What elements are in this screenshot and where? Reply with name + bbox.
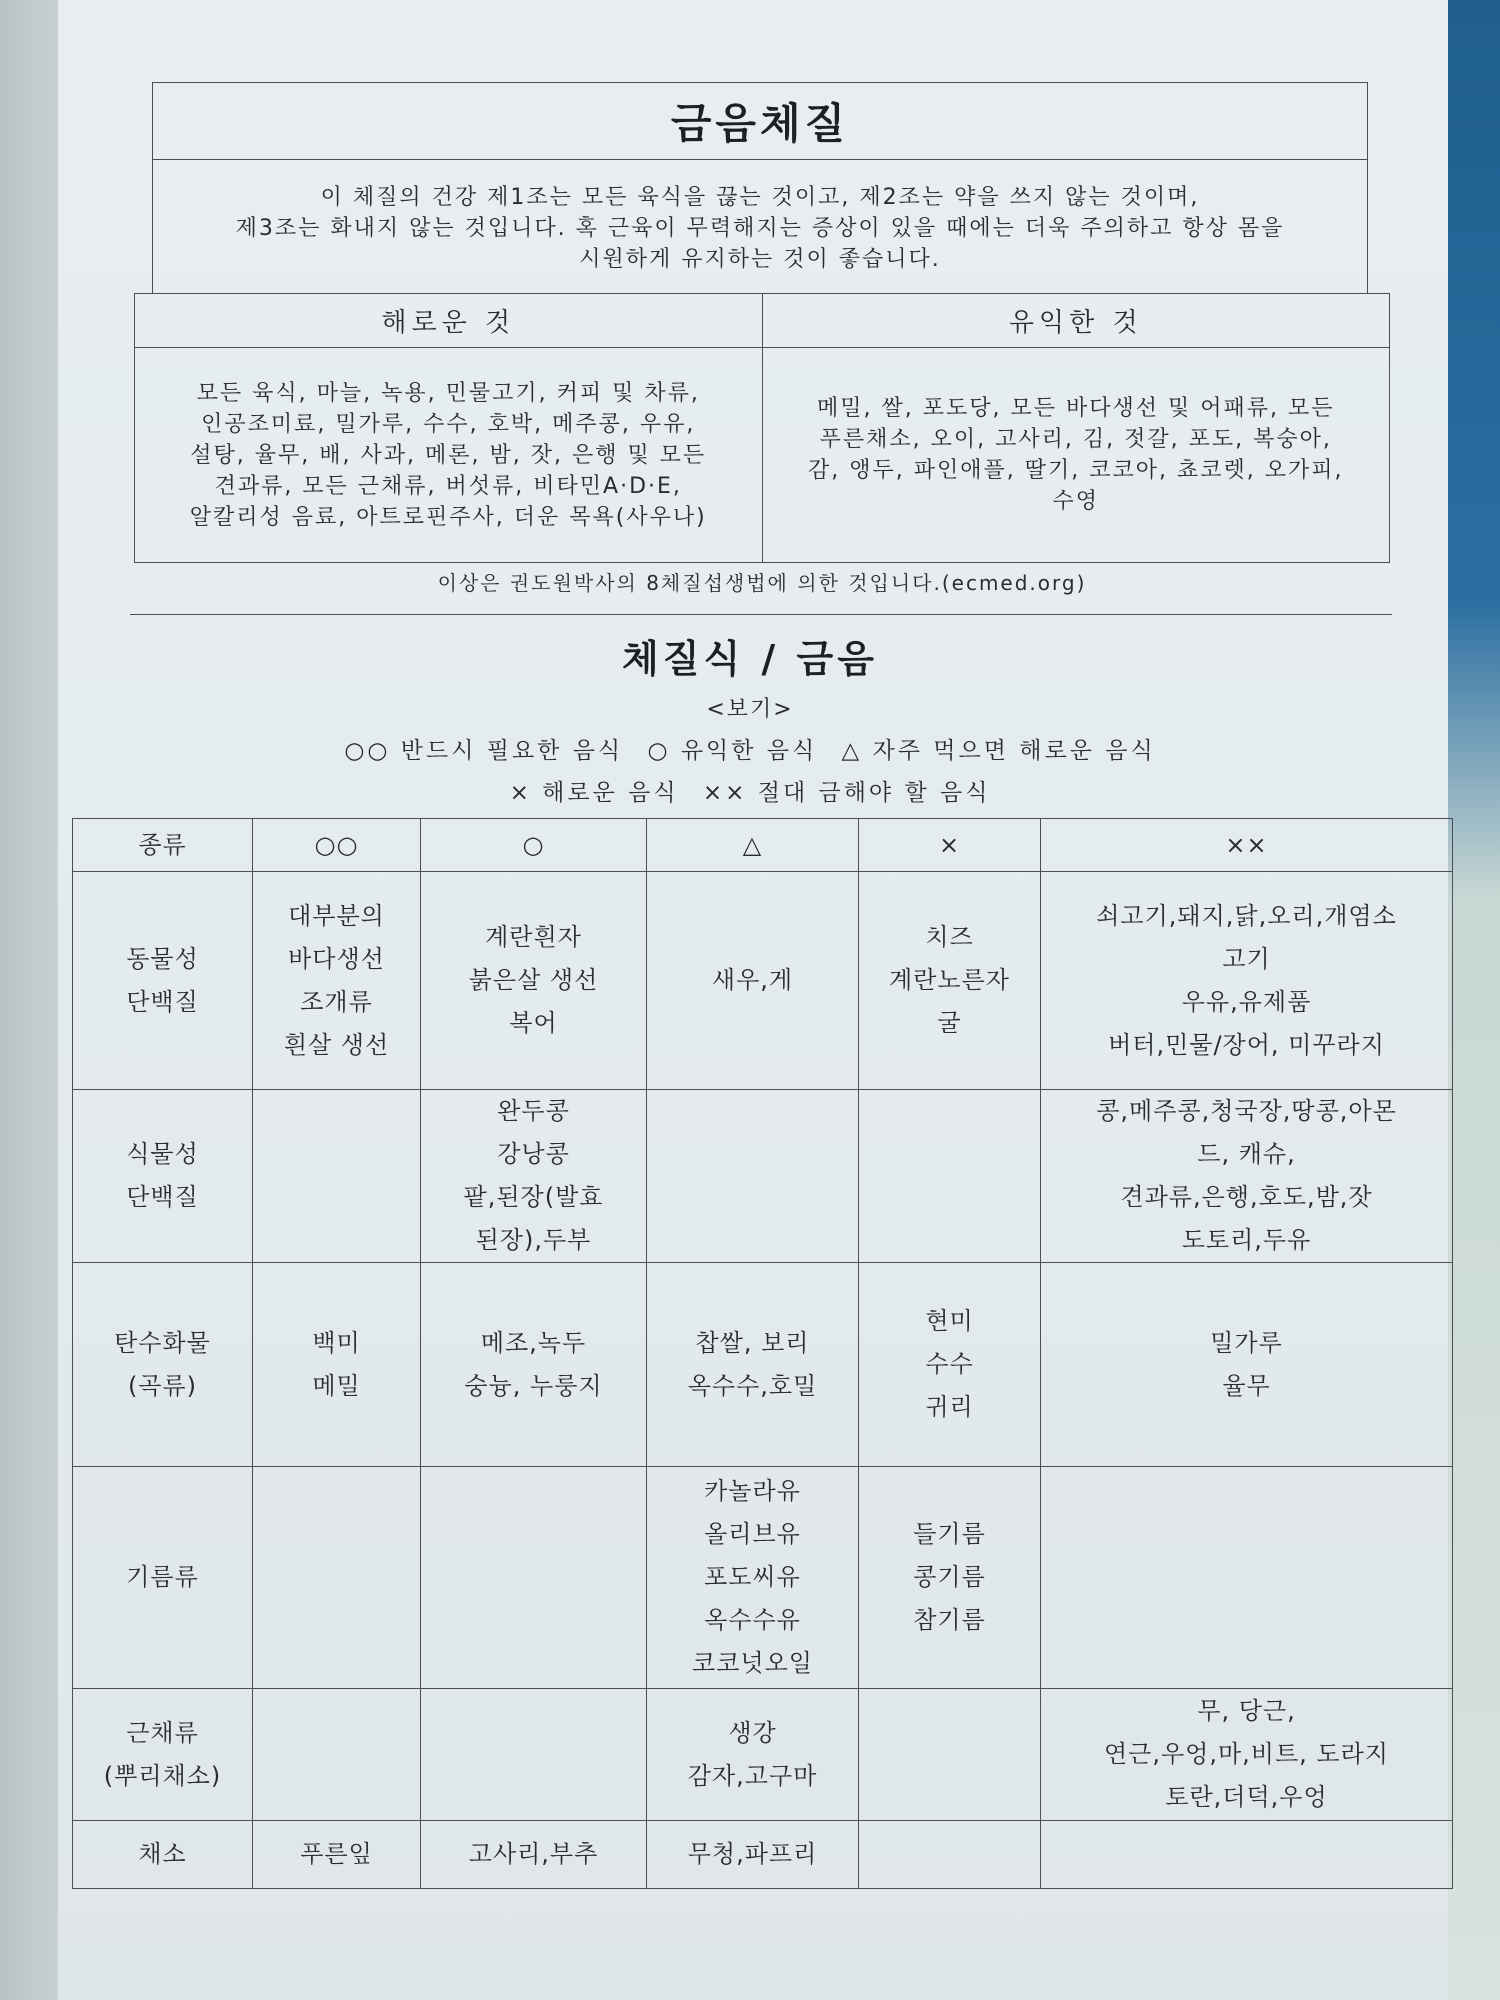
cell-line: 감자,고구마 — [687, 1761, 818, 1790]
category-line: 단백질 — [126, 1183, 199, 1211]
cell-line: 팥,된장(발효 — [463, 1183, 604, 1211]
cell-forbidden — [1041, 1263, 1453, 1467]
row-category — [73, 872, 253, 1090]
cell-line: 계란흰자 — [485, 923, 582, 951]
cell-line: 버터,민물/장어, 미꾸라지 — [1108, 1030, 1385, 1059]
cell-line: 들기름 — [913, 1520, 986, 1548]
diet-table-body — [73, 819, 1453, 1889]
cell-essential — [253, 1821, 421, 1889]
cell-beneficial — [421, 1689, 647, 1821]
cell-line: 견과류,은행,호도,밤,잣 — [1120, 1183, 1373, 1211]
header-category: 종류 — [73, 819, 253, 872]
intro-line: 제3조는 화내지 않는 것입니다. 혹 근육이 무력해지는 증상이 있을 때에는 더욱 주의하고 항상 몸을 — [235, 216, 1285, 241]
intro-line: 이 체질의 건강 제1조는 모든 육식을 끊는 것이고, 제2조는 약을 쓰지 않는 것이며, — [320, 185, 1200, 210]
harmful-beneficial-table — [134, 293, 1390, 563]
header-beneficial: ○ — [421, 819, 647, 872]
cell-line: 연근,우엉,마,비트, 도라지 — [1104, 1740, 1389, 1768]
category-line: (곡류) — [127, 1371, 198, 1400]
cell-forbidden — [1041, 1467, 1453, 1689]
harmful-line: 알칼리성 음료, 아트로핀주사, 더운 목욕(사우나) — [189, 504, 707, 530]
category-line: 동물성 — [126, 944, 199, 973]
cell-line: 조개류 — [300, 987, 373, 1016]
harmful-line: 견과류, 모든 근채류, 버섯류, 비타민A·D·E, — [214, 473, 682, 499]
constitution-title: 금음체질 — [153, 83, 1367, 160]
harmful-line: 인공조미료, 밀가루, 수수, 호박, 메주콩, 우유, — [201, 411, 696, 437]
category-line: 기름류 — [126, 1563, 199, 1591]
legend-title: <보기> — [706, 697, 794, 722]
constitution-intro — [153, 160, 1367, 275]
cell-line: 대부분의 — [288, 901, 385, 930]
cell-line: 도토리,두유 — [1181, 1226, 1312, 1254]
row-category — [73, 1821, 253, 1889]
cell-line: 옥수수유 — [704, 1606, 801, 1634]
category-line: (뿌리채소) — [103, 1761, 222, 1790]
table-row — [73, 1263, 1453, 1467]
cell-beneficial — [421, 1467, 647, 1689]
harmful-column — [135, 294, 762, 562]
cell-line: 포도씨유 — [704, 1563, 801, 1591]
row-category — [73, 1090, 253, 1263]
cell-line: 고기 — [1222, 944, 1271, 973]
beneficial-line: 메밀, 쌀, 포도당, 모든 바다생선 및 어패류, 모든 — [817, 396, 1335, 421]
legend-item: ×× 절대 금해야 할 음식 — [702, 780, 991, 806]
cell-line: 카놀라유 — [704, 1477, 801, 1505]
cell-line: 코코넛오일 — [692, 1649, 813, 1677]
cell-caution — [647, 1689, 859, 1821]
cell-line: 밀가루 — [1210, 1328, 1283, 1357]
cell-line: 백미 — [312, 1328, 361, 1357]
cell-beneficial — [421, 1821, 647, 1889]
cell-essential — [253, 1467, 421, 1689]
row-category — [73, 1467, 253, 1689]
beneficial-line: 푸른채소, 오이, 고사리, 김, 젓갈, 포도, 복숭아, — [819, 427, 1332, 452]
cell-beneficial — [421, 1263, 647, 1467]
cell-line: 율무 — [1222, 1371, 1271, 1400]
cell-line: 바다생선 — [288, 944, 385, 973]
cell-beneficial — [421, 872, 647, 1090]
cell-line: 현미 — [925, 1307, 974, 1335]
cell-harmful — [859, 1821, 1041, 1889]
cell-harmful — [859, 1090, 1041, 1263]
header-essential: ○○ — [253, 819, 421, 872]
legend-item: × 해로운 음식 — [509, 780, 679, 806]
cell-line: 메조,녹두 — [480, 1328, 587, 1357]
cell-line: 고사리,부추 — [468, 1840, 599, 1868]
cell-line: 드, 캐슈, — [1197, 1140, 1296, 1168]
cell-caution — [647, 1821, 859, 1889]
cell-line: 콩기름 — [913, 1563, 986, 1591]
header-forbidden: ×× — [1041, 819, 1453, 872]
harmful-header: 해로운 것 — [135, 294, 762, 348]
cell-harmful — [859, 1467, 1041, 1689]
cell-line: 참기름 — [913, 1606, 986, 1634]
category-line: 채소 — [138, 1840, 187, 1868]
section-divider — [130, 614, 1392, 615]
cell-harmful — [859, 872, 1041, 1090]
constitution-box — [152, 82, 1368, 294]
cell-line: 옥수수,호밀 — [687, 1371, 818, 1400]
table-row — [73, 1821, 1453, 1889]
cell-caution — [647, 1263, 859, 1467]
legend-item: △ 자주 먹으면 해로운 음식 — [841, 738, 1156, 764]
cell-line: 치즈 — [925, 923, 974, 951]
cell-forbidden — [1041, 1821, 1453, 1889]
cell-harmful — [859, 1689, 1041, 1821]
cell-line: 강낭콩 — [497, 1140, 570, 1168]
header-harmful: × — [859, 819, 1041, 872]
table-row — [73, 1689, 1453, 1821]
diet-title: 체질식 / 금음 — [622, 637, 878, 681]
cell-line: 굴 — [937, 1009, 962, 1037]
cell-line: 계란노른자 — [889, 966, 1010, 994]
header-caution: △ — [647, 819, 859, 872]
cell-line: 생강 — [728, 1718, 777, 1747]
diet-table — [72, 818, 1453, 1889]
cell-line: 귀리 — [925, 1393, 974, 1421]
cell-line: 메밀 — [312, 1371, 361, 1400]
beneficial-column — [762, 294, 1390, 562]
cell-line: 된장),두부 — [475, 1226, 592, 1254]
category-line: 근채류 — [126, 1718, 199, 1747]
cell-line: 토란,더덕,우엉 — [1165, 1783, 1328, 1811]
row-category — [73, 1689, 253, 1821]
cell-essential — [253, 1263, 421, 1467]
source-note: 이상은 권도원박사의 8체질섭생법에 의한 것입니다.(ecmed.org) — [437, 571, 1087, 595]
cell-line: 무청,파프리 — [687, 1840, 818, 1868]
table-row — [73, 1090, 1453, 1263]
cell-line: 복어 — [509, 1009, 558, 1037]
harmful-line: 모든 육식, 마늘, 녹용, 민물고기, 커피 및 차류, — [196, 380, 700, 406]
cell-beneficial — [421, 1090, 647, 1263]
cell-line: 찹쌀, 보리 — [695, 1328, 810, 1357]
cell-line: 새우,게 — [711, 966, 794, 994]
row-category — [73, 1263, 253, 1467]
cell-caution — [647, 1090, 859, 1263]
cell-harmful — [859, 1263, 1041, 1467]
cell-line: 완두콩 — [497, 1097, 570, 1125]
legend-item: ○○ 반드시 필요한 음식 — [344, 738, 624, 764]
beneficial-list — [763, 348, 1390, 562]
legend-line-2 — [0, 774, 1500, 807]
harmful-line: 설탕, 율무, 배, 사과, 메론, 밤, 잣, 은행 및 모든 — [190, 442, 707, 468]
cell-forbidden — [1041, 1689, 1453, 1821]
beneficial-line: 수영 — [1052, 489, 1099, 514]
table-header-row — [73, 819, 1453, 872]
cell-line: 수수 — [925, 1350, 974, 1378]
cell-line: 무, 당근, — [1197, 1697, 1296, 1725]
legend-item: ○ 유익한 음식 — [647, 738, 818, 764]
category-line: 단백질 — [126, 987, 199, 1016]
cell-line: 콩,메주콩,청국장,땅콩,아몬 — [1096, 1097, 1397, 1125]
harmful-list — [135, 348, 762, 562]
cell-forbidden — [1041, 1090, 1453, 1263]
cell-essential — [253, 1689, 421, 1821]
cell-caution — [647, 872, 859, 1090]
cell-caution — [647, 1467, 859, 1689]
cell-essential — [253, 872, 421, 1090]
beneficial-header: 유익한 것 — [763, 294, 1390, 348]
cell-essential — [253, 1090, 421, 1263]
cell-line: 푸른잎 — [300, 1840, 373, 1868]
cell-line: 우유,유제품 — [1181, 987, 1312, 1016]
table-row — [73, 1467, 1453, 1689]
cell-line: 붉은살 생선 — [468, 966, 599, 994]
cell-line: 올리브유 — [704, 1520, 801, 1548]
legend-line-1 — [0, 732, 1500, 765]
cell-forbidden — [1041, 872, 1453, 1090]
cell-line: 쇠고기,돼지,닭,오리,개염소 — [1096, 901, 1397, 930]
cell-line: 흰살 생선 — [283, 1030, 390, 1059]
table-row — [73, 872, 1453, 1090]
category-line: 식물성 — [126, 1140, 199, 1168]
intro-line: 시원하게 유지하는 것이 좋습니다. — [579, 247, 941, 272]
cell-line: 숭늉, 누룽지 — [464, 1371, 603, 1400]
beneficial-line: 감, 앵두, 파인애플, 딸기, 코코아, 쵸코렛, 오가피, — [808, 458, 1344, 483]
category-line: 탄수화물 — [114, 1328, 211, 1357]
